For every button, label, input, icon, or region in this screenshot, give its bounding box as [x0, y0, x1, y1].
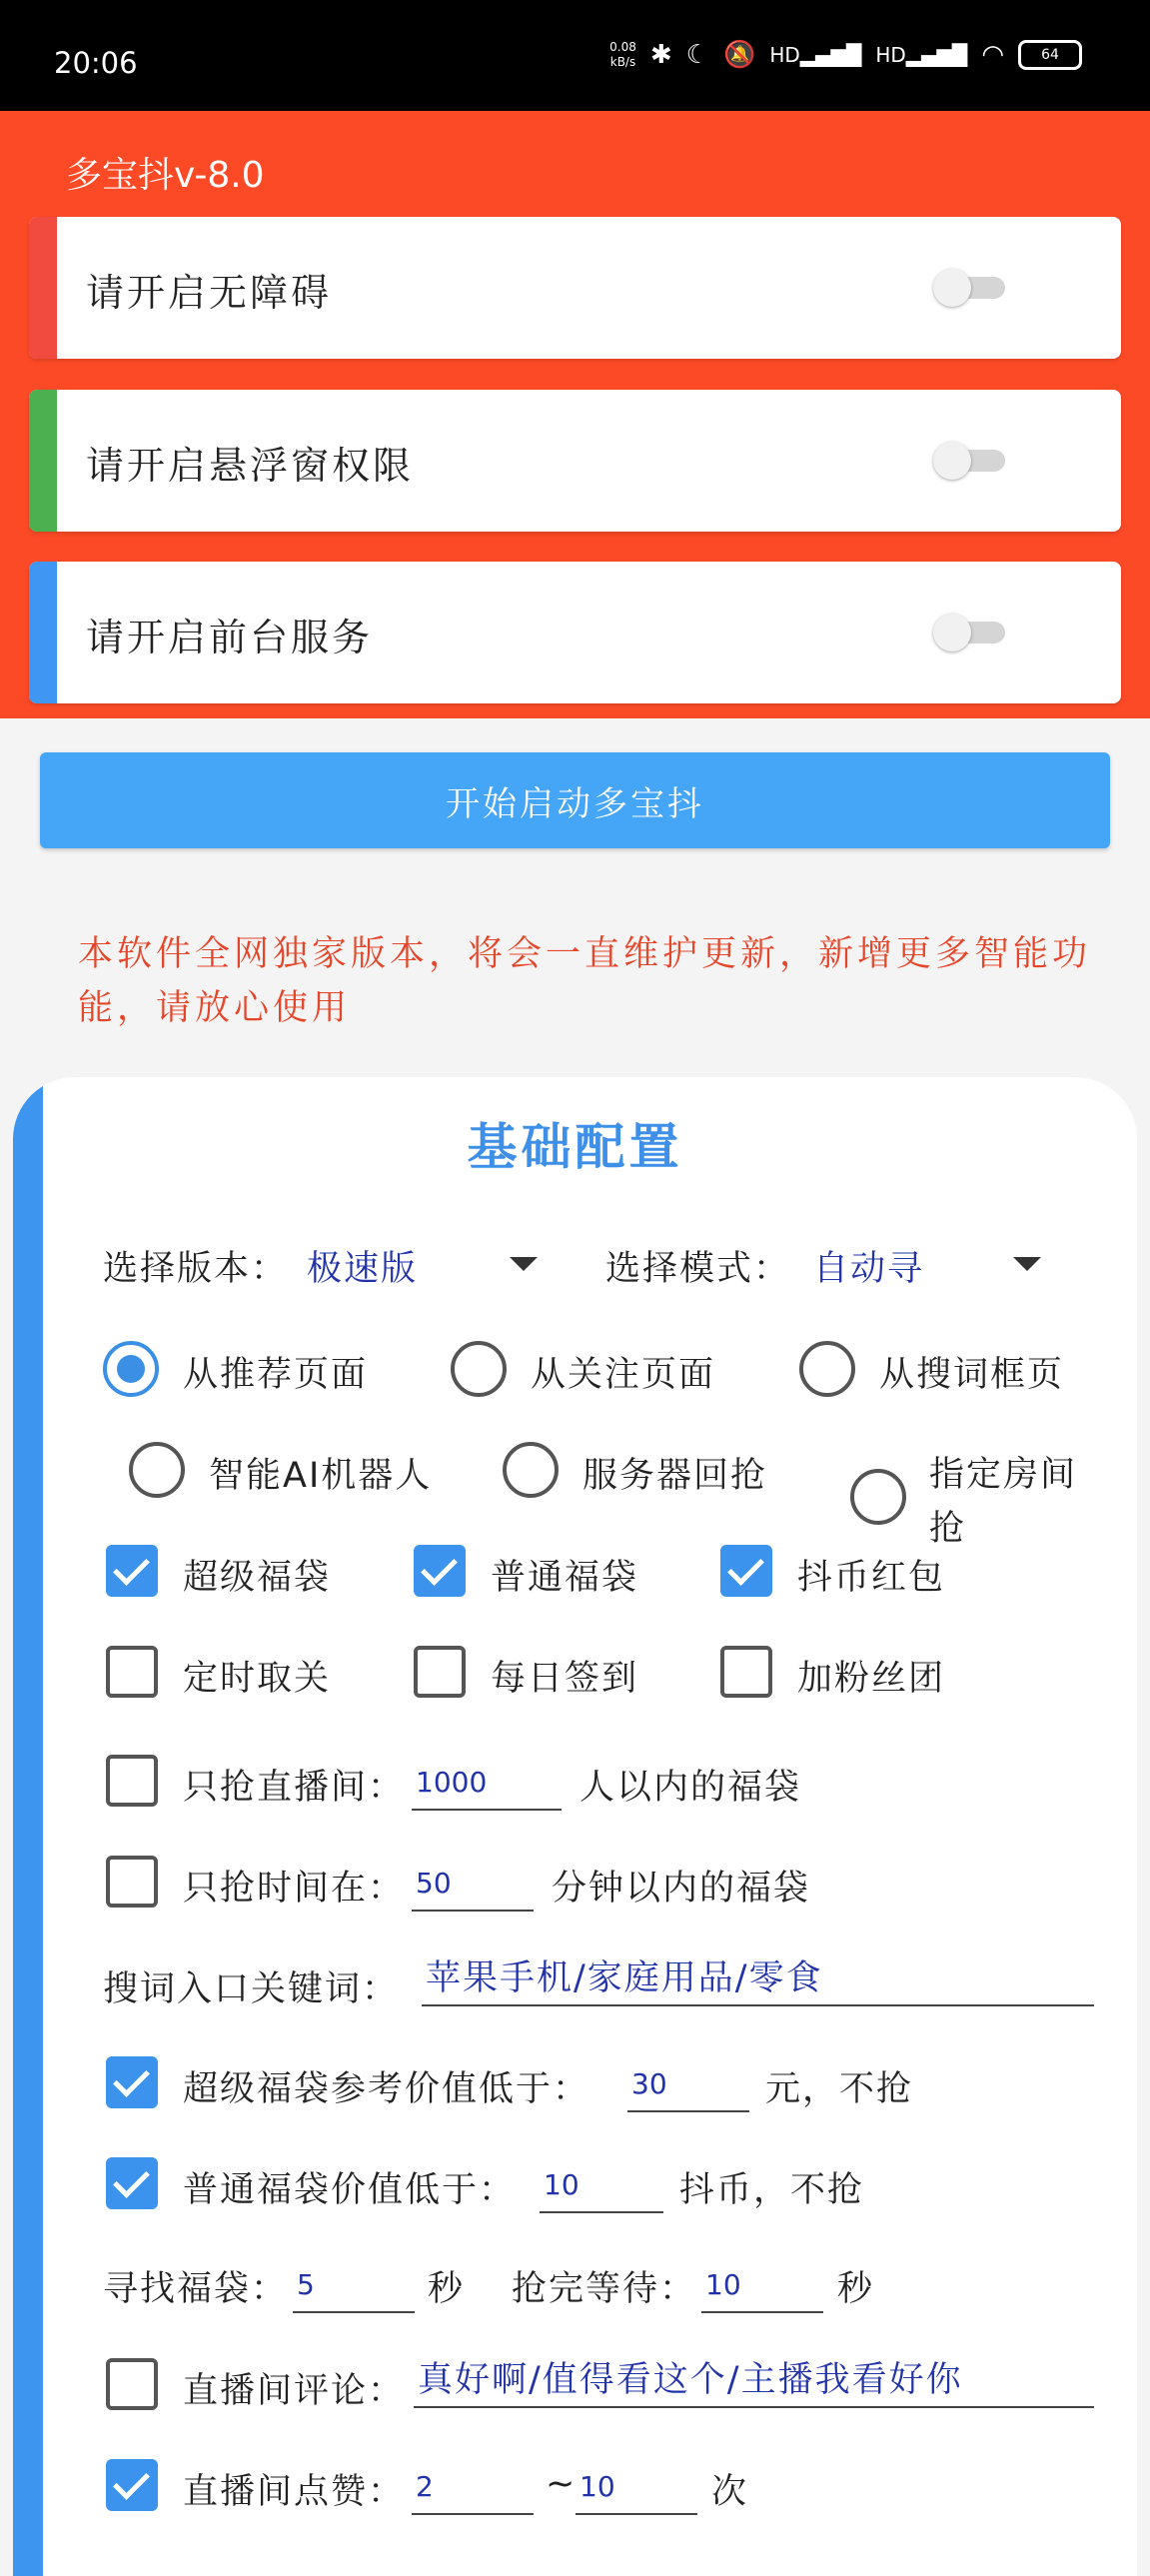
like-label: 直播间点赞： — [183, 2472, 406, 2512]
config-title: 基础配置 — [467, 1118, 683, 1176]
radio-room[interactable] — [850, 1469, 906, 1525]
radio-label: 指定房间抢 — [929, 1455, 1078, 1549]
like-min-input[interactable]: 2 — [412, 2465, 534, 2515]
checkbox-room-limit[interactable] — [106, 1755, 158, 1807]
checkbox-label: 超级福袋 — [183, 1558, 332, 1598]
like-suffix: 次 — [711, 2472, 749, 2512]
radio-label: 智能AI机器人 — [209, 1456, 433, 1496]
app-title: 多宝抖v-8.0 — [66, 155, 265, 196]
keywords-input[interactable]: 苹果手机/家庭用品/零食 — [422, 1956, 1094, 2006]
normal-min-input[interactable]: 10 — [540, 2163, 663, 2213]
version-select[interactable]: 极速版 — [307, 1249, 419, 1289]
moon-icon: ☾ — [685, 40, 709, 70]
radio-search[interactable] — [799, 1341, 855, 1397]
signal-icon-2: HD▂▄▆█ — [875, 43, 968, 67]
wifi-icon: ◠ — [981, 40, 1004, 70]
row-accent — [29, 562, 57, 703]
row-accent — [29, 390, 57, 532]
like-max-input[interactable]: 10 — [575, 2465, 697, 2515]
network-speed: 0.08 kB/s — [609, 40, 636, 69]
permission-label: 请开启悬浮窗权限 — [86, 444, 415, 488]
radio-label: 从搜词框页 — [879, 1355, 1065, 1395]
checkbox-comment[interactable] — [106, 2358, 158, 2410]
checkbox-normal-min[interactable] — [106, 2157, 158, 2209]
status-time: 20:06 — [54, 46, 138, 80]
checkbox-label: 加粉丝团 — [797, 1659, 946, 1699]
accessibility-permission-row[interactable] — [29, 217, 1121, 359]
checkbox-time-limit[interactable] — [106, 1856, 158, 1908]
mute-icon: 🔕 — [722, 40, 756, 70]
normal-min-prefix: 普通福袋价值低于： — [183, 2170, 517, 2210]
super-min-input[interactable]: 30 — [627, 2062, 749, 2112]
checkbox-super-min[interactable] — [106, 2056, 158, 2108]
radio-label: 从推荐页面 — [183, 1355, 369, 1395]
wait-seconds-input[interactable]: 10 — [701, 2263, 823, 2313]
overlay-permission-row[interactable] — [29, 390, 1121, 532]
wait-unit: 秒 — [837, 2269, 875, 2309]
radio-label: 从关注页面 — [531, 1355, 716, 1395]
checkbox-daily-checkin[interactable] — [414, 1646, 466, 1698]
permission-label: 请开启前台服务 — [86, 616, 374, 659]
foreground-service-row[interactable] — [29, 562, 1121, 703]
super-min-suffix: 元，不抢 — [765, 2069, 914, 2109]
find-unit: 秒 — [428, 2269, 466, 2309]
comment-label: 直播间评论： — [183, 2371, 406, 2411]
chevron-down-icon[interactable] — [510, 1257, 538, 1271]
time-limit-suffix: 分钟以内的福袋 — [552, 1869, 811, 1909]
find-seconds-input[interactable]: 5 — [293, 2263, 415, 2313]
time-limit-input[interactable]: 50 — [412, 1862, 534, 1912]
comment-input[interactable]: 真好啊/值得看这个/主播我看好你 — [414, 2358, 1094, 2408]
checkbox-like[interactable] — [106, 2459, 158, 2511]
super-min-prefix: 超级福袋参考价值低于： — [183, 2069, 590, 2109]
find-label: 寻找福袋： — [103, 2269, 289, 2309]
start-button[interactable]: 开始启动多宝抖 — [40, 752, 1110, 848]
checkbox-label: 普通福袋 — [491, 1558, 639, 1598]
overlay-toggle[interactable] — [933, 442, 1007, 478]
room-limit-input[interactable]: 1000 — [412, 1761, 562, 1811]
keywords-label: 搜词入口关键词： — [103, 1969, 400, 2009]
battery-icon: 64 — [1018, 40, 1082, 70]
foreground-service-toggle[interactable] — [933, 614, 1007, 649]
version-label: 选择版本： — [103, 1249, 289, 1289]
bluetooth-icon: ✱ — [649, 40, 672, 70]
radio-recommend[interactable] — [103, 1341, 159, 1397]
room-limit-suffix: 人以内的福袋 — [579, 1768, 802, 1808]
checkbox-label: 定时取关 — [183, 1659, 332, 1699]
radio-label: 服务器回抢 — [582, 1456, 768, 1496]
status-bar — [0, 0, 1150, 111]
checkbox-timed-unfollow[interactable] — [106, 1646, 158, 1698]
like-separator: ~ — [546, 2464, 577, 2504]
wait-label: 抢完等待： — [512, 2269, 697, 2309]
checkbox-normal-bag[interactable] — [414, 1545, 466, 1597]
status-icons — [609, 40, 1082, 70]
mode-label: 选择模式： — [605, 1249, 791, 1289]
room-limit-prefix: 只抢直播间： — [183, 1768, 406, 1808]
normal-min-suffix: 抖币，不抢 — [679, 2170, 865, 2210]
permission-label: 请开启无障碍 — [86, 271, 333, 315]
checkbox-label: 抖币红包 — [797, 1558, 946, 1598]
checkbox-label: 每日签到 — [491, 1659, 639, 1699]
chevron-down-icon[interactable] — [1013, 1257, 1041, 1271]
row-accent — [29, 217, 57, 359]
config-card — [13, 1077, 1137, 2576]
radio-ai-robot[interactable] — [129, 1442, 185, 1498]
card-accent — [13, 1077, 43, 2576]
mode-select[interactable]: 自动寻 — [813, 1249, 925, 1289]
time-limit-prefix: 只抢时间在： — [183, 1869, 406, 1909]
checkbox-super-bag[interactable] — [106, 1545, 158, 1597]
radio-following[interactable] — [451, 1341, 507, 1397]
accessibility-toggle[interactable] — [933, 269, 1007, 305]
signal-icon: HD▂▄▆█ — [769, 43, 862, 67]
checkbox-red-packet[interactable] — [720, 1545, 772, 1597]
radio-server[interactable] — [503, 1442, 559, 1498]
checkbox-fan-club[interactable] — [720, 1646, 772, 1698]
notice-text: 本软件全网独家版本，将会一直维护更新，新增更多智能功能，请放心使用 — [78, 934, 1092, 1028]
